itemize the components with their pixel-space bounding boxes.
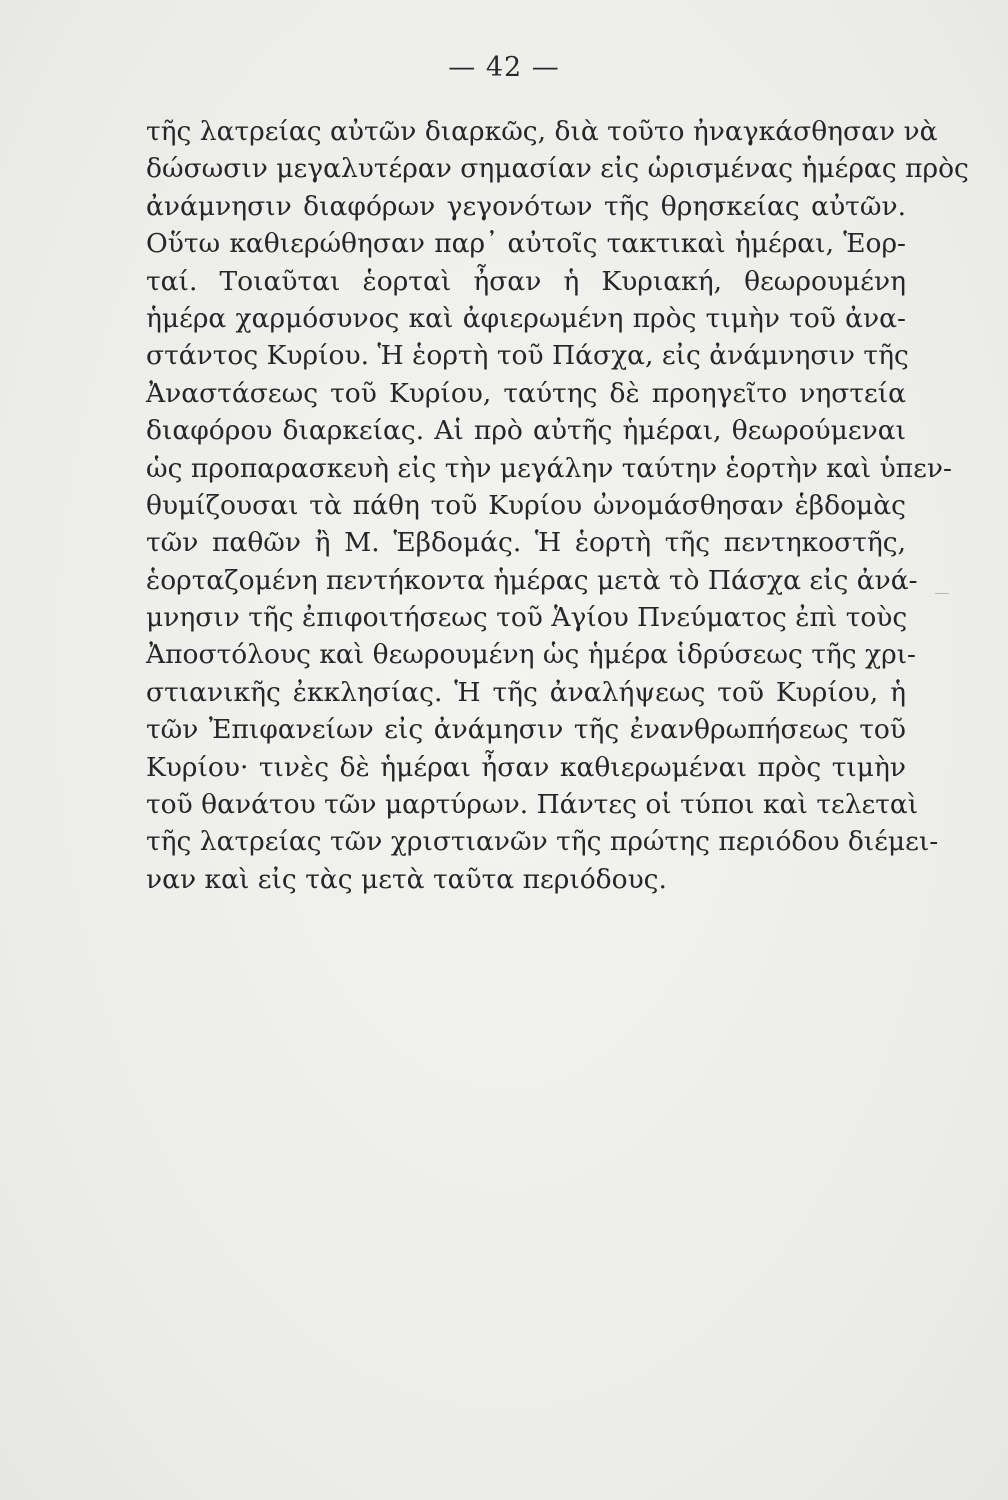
text-line: μνησιν τῆς ἐπιφοιτήσεως τοῦ Ἁγίου Πνεύματος ἐπὶ τοὺς (146, 602, 908, 634)
text-line: τῶν παθῶν ἢ Μ. Ἑβδομάς. Ἡ ἑορτὴ τῆς πεντηκοστῆς, (146, 527, 906, 559)
text-line: στιανικῆς ἐκκλησίας. Ἡ τῆς ἀναλήψεως τοῦ Κυρίου, ἡ (146, 676, 906, 708)
text-line: διαφόρου διαρκείας. Αἱ πρὸ αὐτῆς ἡμέραι, θεωρούμεναι (146, 415, 906, 447)
page-number: — 42 — (448, 52, 560, 83)
text-line: τοῦ θανάτου τῶν μαρτύρων. Πάντες οἱ τύποι καὶ τελεταὶ (146, 789, 919, 821)
text-line: Οὕτω καθιερώθησαν παρ᾽ αὐτοῖς τακτικαὶ ἡμέραι, Ἑορ- (146, 228, 906, 260)
text-line: ἀνάμνησιν διαφόρων γεγονότων τῆς θρησκείας αὐτῶν. (146, 190, 906, 222)
text-line: δώσωσιν μεγαλυτέραν σημασίαν εἰς ὡρισμένας ἡμέρας πρὸς (146, 153, 969, 185)
text-line: ὡς προπαρασκευὴ εἰς τὴν μεγάλην ταύτην ἑορτὴν καὶ ὑπεν- (146, 452, 952, 484)
text-line: Ἀποστόλους καὶ θεωρουμένη ὡς ἡμέρα ἱδρύσεως τῆς χρι- (146, 639, 917, 671)
body-text (146, 113, 969, 898)
text-line: τῆς λατρείας τῶν χριστιανῶν τῆς πρώτης περιόδου διέμει- (146, 826, 939, 858)
text-line: ταί. Τοιαῦται ἑορταὶ ἦσαν ἡ Κυριακή, θεωρουμένη (146, 265, 906, 297)
text-line-last: ναν καὶ εἰς τὰς μετὰ ταῦτα περιόδους. (146, 863, 667, 895)
text-line: ἑορταζομένη πεντήκοντα ἡμέρας μετὰ τὸ Πάσχα εἰς ἀνά- (146, 564, 918, 596)
text-line: στάντος Κυρίου. Ἡ ἑορτὴ τοῦ Πάσχα, εἰς ἀνάμνησιν τῆς (146, 340, 909, 372)
text-line: θυμίζουσαι τὰ πάθη τοῦ Κυρίου ὠνομάσθησαν ἑβδομὰς (146, 489, 906, 521)
text-line: τῶν Ἐπιφανείων εἰς ἀνάμησιν τῆς ἐνανθρωπήσεως τοῦ (146, 714, 906, 746)
text-line: Ἀναστάσεως τοῦ Κυρίου, ταύτης δὲ προηγεῖτο νηστεία (146, 377, 906, 409)
margin-mark (935, 593, 949, 594)
text-line: τῆς λατρείας αὐτῶν διαρκῶς, διὰ τοῦτο ἠναγκάσθησαν νὰ (146, 116, 938, 147)
text-line: Κυρίου· τινὲς δὲ ἡμέραι ἦσαν καθιερωμέναι πρὸς τιμὴν (146, 751, 906, 783)
text-line: ἡμέρα χαρμόσυνος καὶ ἀφιερωμένη πρὸς τιμὴν τοῦ ἀνα- (146, 302, 906, 334)
